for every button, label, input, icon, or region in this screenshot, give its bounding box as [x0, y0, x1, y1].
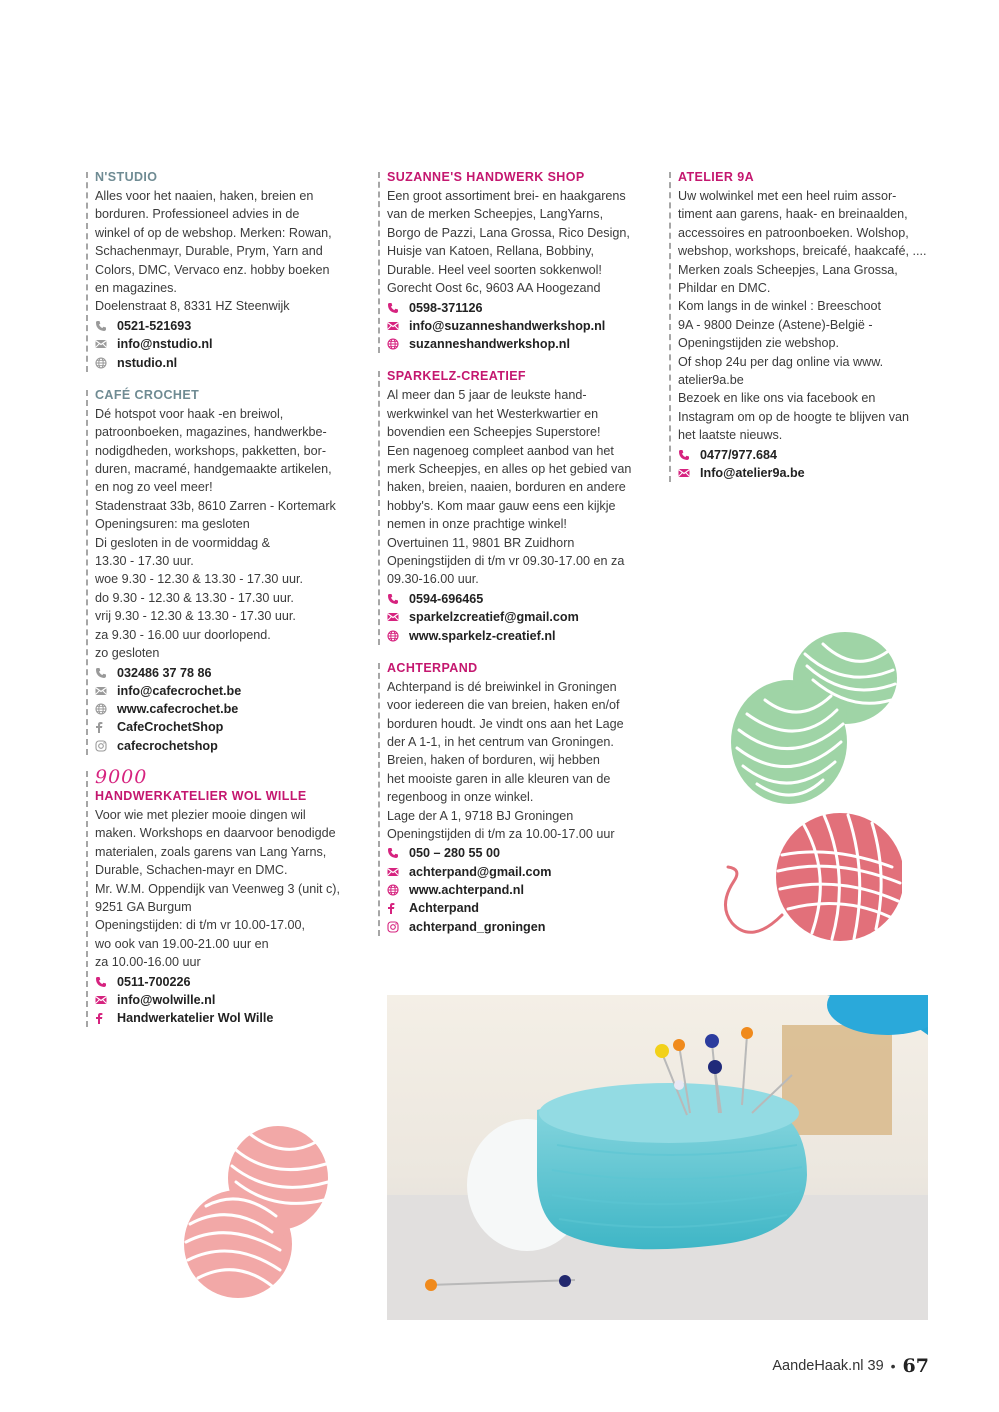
contact-list: [387, 844, 641, 935]
description-line: woe 9.30 - 12.30 & 13.30 - 17.30 uur.: [95, 572, 303, 587]
contact-text: 050 – 280 55 00: [409, 846, 501, 861]
description-line: maken. Workshops en daarvoor benodigde: [95, 826, 336, 841]
description-line: Openingstijden zie webshop.: [678, 336, 840, 351]
shop-description: [95, 187, 354, 316]
description-line: Mr. W.M. Oppendijk van Veenweg 3 (unit c),: [95, 881, 340, 896]
envelope-icon: [95, 339, 117, 349]
shop-wol-wille: [84, 767, 354, 1028]
description-line: atelier9a.be: [678, 373, 744, 388]
contact-text[interactable]: Info@atelier9a.be: [700, 466, 805, 481]
contact-list: [95, 663, 354, 754]
description-line: 9A - 9800 Deinze (Astene)-België -: [678, 317, 873, 332]
shop-sparkelz: [376, 367, 641, 644]
column-3: [667, 168, 929, 496]
shop-description: [387, 386, 641, 588]
description-line: Schachenmayr, Durable, Prym, Yarn and: [95, 244, 323, 259]
shop-title: CAFÉ CROCHET: [95, 387, 200, 402]
description-line: werkwinkel van het Westerkwartier en: [387, 406, 599, 421]
contact-list: [95, 317, 354, 372]
contact-phone: [387, 298, 641, 316]
contact-text[interactable]: CafeCrochetShop: [117, 720, 224, 735]
contact-globe[interactable]: [95, 353, 354, 371]
description-line: Of shop 24u per dag online via www.: [678, 354, 884, 369]
contact-phone: [95, 973, 354, 991]
contact-text[interactable]: www.achterpand.nl: [409, 883, 524, 898]
contact-facebook[interactable]: [387, 899, 641, 917]
contact-text[interactable]: info@nstudio.nl: [117, 337, 213, 352]
envelope-icon: [387, 867, 409, 877]
contact-list: [95, 973, 354, 1028]
description-line: zo gesloten: [95, 646, 160, 661]
description-line: do 9.30 - 12.30 & 13.30 - 17.30 uur.: [95, 590, 294, 605]
contact-text[interactable]: info@suzanneshandwerkshop.nl: [409, 318, 606, 333]
contact-text[interactable]: Achterpand: [409, 901, 479, 916]
description-line: Overtuinen 11, 9801 BR Zuidhorn: [387, 535, 575, 550]
description-line: Uw wolwinkel met een heel ruim assor-: [678, 189, 897, 203]
contact-instagram[interactable]: [387, 918, 641, 936]
bullet-separator: •: [890, 1358, 896, 1374]
description-line: Een groot assortiment brei- en haakgarens: [387, 189, 626, 203]
description-line: Doelenstraat 8, 8331 HZ Steenwijk: [95, 299, 290, 314]
envelope-icon: [95, 995, 117, 1005]
description-line: borduren. Professioneel advies in de: [95, 207, 300, 222]
description-line: 9251 GA Burgum: [95, 899, 192, 914]
description-line: Huisje van Katoen, Rellana, Bobbiny,: [387, 244, 594, 259]
description-line: Bezoek en like ons via facebook en: [678, 391, 876, 406]
contact-list: [387, 590, 641, 645]
shop-nstudio: [84, 168, 354, 372]
page-number: 67: [902, 1355, 929, 1377]
description-line: Voor wie met plezier mooie dingen wil: [95, 807, 306, 822]
envelope-icon: [95, 686, 117, 696]
description-line: Merken zoals Scheepjes, Lana Grossa,: [678, 262, 898, 277]
description-line: Di gesloten in de voormiddag &: [95, 535, 271, 550]
contact-text[interactable]: info@cafecrochet.be: [117, 683, 242, 698]
description-line: nodigdheden, workshops, pakketten, bor-: [95, 443, 327, 458]
description-line: der A 1-1, in het centrum van Groningen.: [387, 734, 614, 749]
description-line: Openingstijden di t/m vr 09.30-17.00 en za: [387, 553, 625, 568]
description-line: za 10.00-16.00 uur: [95, 955, 201, 970]
shop-description: [95, 405, 354, 663]
description-line: het laatste nieuws.: [678, 428, 783, 443]
phone-icon: [387, 593, 409, 605]
description-line: wo ook van 19.00-21.00 uur en: [95, 936, 269, 951]
shop-description: [387, 678, 641, 844]
envelope-icon: [678, 468, 700, 478]
red-yarn-ball-illustration: [712, 805, 902, 945]
contact-text: 0511-700226: [117, 974, 191, 989]
description-line: Instagram om op de hoogte te blijven van: [678, 409, 910, 424]
globe-icon: [387, 884, 409, 896]
description-line: webshop, workshops, breicafé, haakcafé, ....: [678, 244, 927, 259]
globe-icon: [387, 630, 409, 642]
contact-globe[interactable]: [387, 626, 641, 644]
phone-icon: [95, 976, 117, 988]
contact-phone: [95, 317, 354, 335]
instagram-icon: [95, 740, 117, 752]
contact-phone: [387, 590, 641, 608]
shop-title: N'STUDIO: [95, 170, 158, 184]
description-line: Openingstijden: di t/m vr 10.00-17.00,: [95, 918, 306, 933]
crochet-pincushion-photo: [387, 995, 928, 1320]
contact-envelope[interactable]: [95, 682, 354, 700]
column-2: [376, 168, 641, 950]
contact-globe[interactable]: [387, 881, 641, 899]
column-1: [84, 168, 354, 1041]
contact-facebook[interactable]: [95, 1009, 354, 1027]
description-line: borduren houdt. Je vindt ons aan het Lage: [387, 716, 624, 731]
contact-text[interactable]: achterpand_groningen: [409, 919, 546, 934]
contact-text[interactable]: nstudio.nl: [117, 355, 178, 370]
shop-cafe-crochet: [84, 386, 354, 755]
globe-icon: [95, 703, 117, 715]
contact-globe[interactable]: [95, 700, 354, 718]
contact-text: 032486 37 78 86: [117, 665, 212, 680]
description-line: nemen in onze prachtige winkel!: [387, 517, 567, 532]
contact-envelope[interactable]: [678, 464, 929, 482]
contact-envelope[interactable]: [95, 335, 354, 353]
shop-title: HANDWERKATELIER WOL WILLE: [95, 788, 307, 803]
contact-envelope[interactable]: [387, 317, 641, 335]
contact-instagram[interactable]: [95, 737, 354, 755]
contact-envelope[interactable]: [387, 608, 641, 626]
description-line: Openingsuren: ma gesloten: [95, 517, 250, 532]
contact-text[interactable]: Handwerkatelier Wol Wille: [117, 1011, 274, 1026]
description-line: bovendien een Scheepjes Superstore!: [387, 425, 601, 440]
description-line: hobby's. Kom maar gauw eens een kijkje: [387, 498, 616, 513]
description-line: Phildar en DMC.: [678, 281, 771, 296]
description-line: duren, macramé, handgemaakte artikelen,: [95, 461, 332, 476]
description-line: patroonboeken, magazines, handwerkbe-: [95, 425, 327, 440]
contact-text[interactable]: www.cafecrochet.be: [117, 702, 239, 717]
shop-title: ATELIER 9A: [678, 170, 754, 184]
shop-description: [678, 187, 929, 445]
envelope-icon: [387, 612, 409, 622]
description-line: Achterpand is dé breiwinkel in Groningen: [387, 679, 617, 694]
description-line: 09.30-16.00 uur.: [387, 572, 479, 587]
contact-text[interactable]: sparkelzcreatief@gmail.com: [409, 610, 579, 625]
page-footer: [772, 1354, 929, 1378]
description-line: Durable. Heel veel soorten sokkenwol!: [387, 262, 602, 277]
contact-envelope[interactable]: [387, 863, 641, 881]
phone-icon: [678, 449, 700, 461]
facebook-icon: [95, 721, 117, 733]
facebook-icon: [95, 1012, 117, 1024]
description-line: Al meer dan 5 jaar de leukste hand-: [387, 388, 587, 403]
phone-icon: [95, 320, 117, 332]
description-line: Stadenstraat 33b, 8610 Zarren - Kortemark: [95, 498, 336, 513]
contact-text[interactable]: info@wolwille.nl: [117, 993, 216, 1007]
magazine-issue: AandeHaak.nl 39: [772, 1358, 884, 1374]
description-line: Dé hotspot voor haak -en breiwol,: [95, 406, 284, 421]
shop-atelier-9a: [667, 168, 929, 482]
description-line: Lage der A 1, 9718 BJ Groningen: [387, 808, 574, 823]
contact-text: 0477/977.684: [700, 447, 778, 462]
description-line: 13.30 - 17.30 uur.: [95, 553, 194, 568]
postcode-region-heading: 9000: [95, 765, 148, 788]
contact-text[interactable]: suzanneshandwerkshop.nl: [409, 337, 570, 352]
shop-title: SPARKELZ-CREATIEF: [387, 369, 526, 384]
globe-icon: [95, 357, 117, 369]
contact-phone: [95, 663, 354, 681]
shop-suzannes: [376, 168, 641, 353]
description-line: Openingstijden di t/m za 10.00-17.00 uur: [387, 826, 615, 841]
contact-globe[interactable]: [387, 335, 641, 353]
contact-phone: [678, 446, 929, 464]
contact-list: [387, 298, 641, 353]
shop-achterpand: [376, 659, 641, 936]
description-line: Alles voor het naaien, haken, breien en: [95, 189, 314, 203]
description-line: timent aan garens, haak- en breinaalden,: [678, 207, 908, 222]
contact-text[interactable]: cafecrochetshop: [117, 738, 218, 753]
description-line: za 9.30 - 16.00 uur doorlopend.: [95, 627, 271, 642]
contact-text: 0594-696465: [409, 591, 484, 606]
description-line: vrij 9.30 - 12.30 & 13.30 - 17.30 uur.: [95, 609, 296, 624]
description-line: Gorecht Oost 6c, 9603 AA Hoogezand: [387, 281, 601, 296]
phone-icon: [387, 302, 409, 314]
description-line: Borgo de Pazzi, Lana Grossa, Rico Design,: [387, 225, 630, 240]
description-line: materialen, zoals garens van Lang Yarns,: [95, 844, 327, 859]
description-line: regenboog in onze winkel.: [387, 790, 534, 805]
description-line: van de merken Scheepjes, LangYarns,: [387, 207, 604, 222]
shop-description: [387, 187, 641, 297]
contact-text: 0521-521693: [117, 318, 192, 333]
description-line: accessoires en patroonboeken. Wolshop,: [678, 225, 909, 240]
shop-title: SUZANNE'S HANDWERK SHOP: [387, 170, 585, 184]
contact-text[interactable]: achterpand@gmail.com: [409, 864, 552, 879]
description-line: Colors, DMC, Vervaco enz. hobby boeken: [95, 262, 330, 277]
description-line: en nog zo veel meer!: [95, 480, 213, 495]
description-line: merk Scheepjes, en alles op het gebied van: [387, 461, 632, 476]
description-line: voor iedereen die van breien, haken en/of: [387, 698, 620, 713]
description-line: Een nagenoeg compleet aanbod van het: [387, 443, 614, 458]
description-line: Kom langs in de winkel : Breeschoot: [678, 299, 882, 314]
phone-icon: [95, 667, 117, 679]
description-line: haken, breien, naaien, borduren en andere: [387, 480, 626, 495]
pink-yarn-skein-illustration: [180, 1120, 332, 1302]
facebook-icon: [387, 902, 409, 914]
instagram-icon: [387, 921, 409, 933]
shop-description: [95, 806, 354, 972]
description-line: winkel of op de webshop. Merken: Rowan,: [95, 225, 332, 240]
contact-envelope[interactable]: [95, 991, 354, 1009]
contact-list: [678, 446, 929, 483]
description-line: het mooiste garen in alle kleuren van de: [387, 771, 611, 786]
contact-facebook[interactable]: [95, 718, 354, 736]
phone-icon: [387, 847, 409, 859]
contact-phone: [387, 844, 641, 862]
contact-text[interactable]: www.sparkelz-creatief.nl: [409, 628, 556, 643]
description-line: Breien, haken of borduren, wij hebben: [387, 753, 600, 768]
description-line: Durable, Schachen-mayr en DMC.: [95, 863, 288, 878]
green-yarn-skein-illustration: [727, 630, 899, 810]
description-line: en magazines.: [95, 281, 177, 296]
contact-text: 0598-371126: [409, 300, 483, 315]
globe-icon: [387, 338, 409, 350]
envelope-icon: [387, 321, 409, 331]
shop-title: ACHTERPAND: [387, 660, 478, 675]
